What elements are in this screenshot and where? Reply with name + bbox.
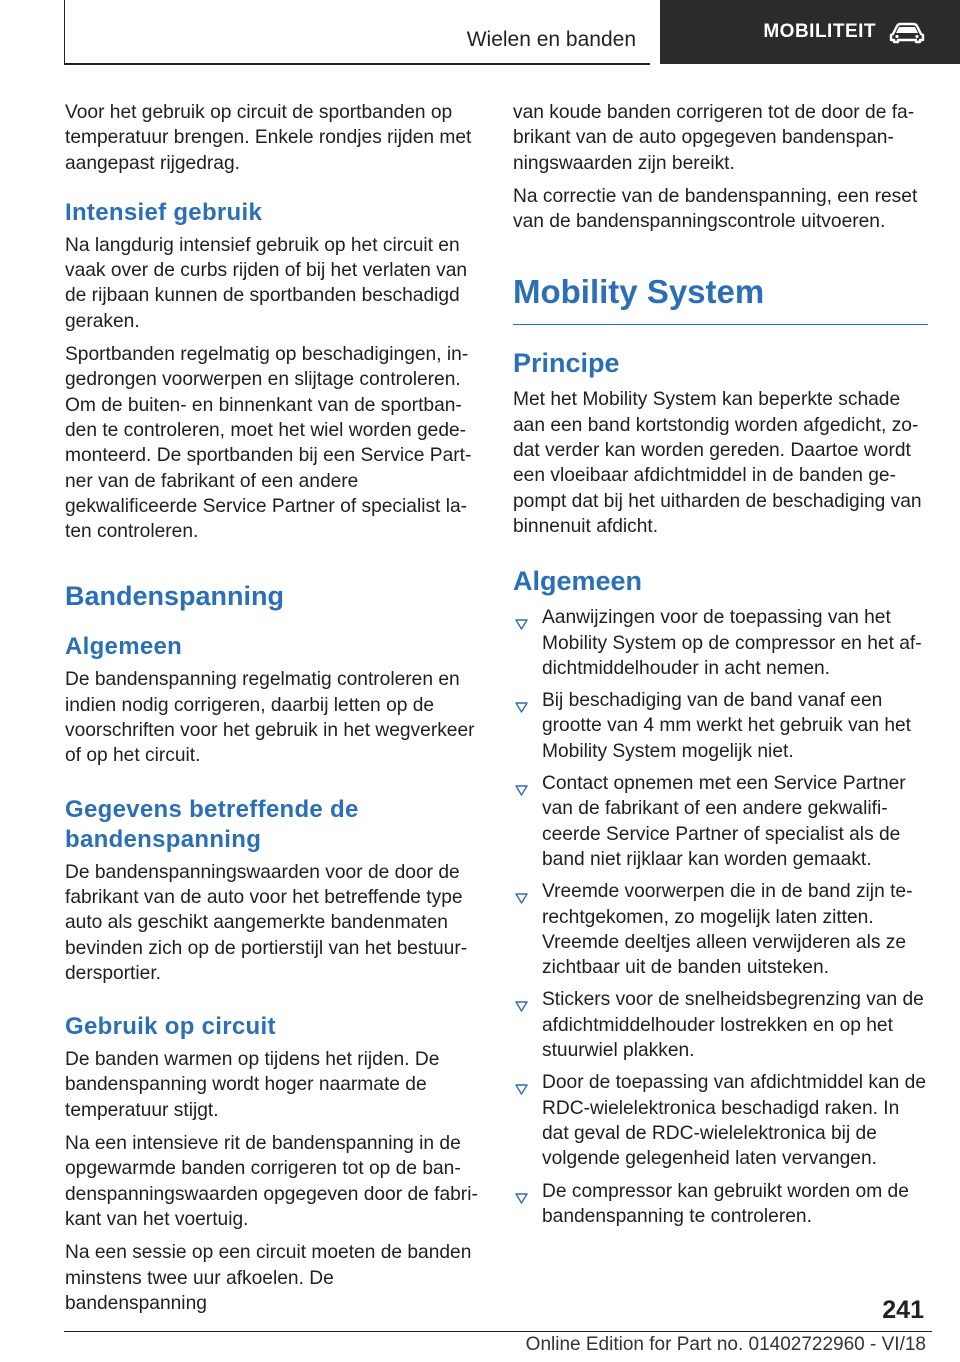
- list-item: Vreemde voorwerpen die in de band zijn terechtgekomen, zo mogelijk laten zitten. Vreemde deeltjes alleen verwijderen als ze zichtbaar uit de banden uitsteken.: [513, 879, 928, 980]
- paragraph-gegevens: De bandenspanningswaarden voor de door de fabrikant van de auto voor het betreffende type auto als geschikt aangemerkte bandenmaten bevinden zich op de portierstijl van het bestuurdersportier.: [65, 861, 468, 984]
- list-item: Aanwijzingen voor de toepassing van het Mobility System op de compressor en het afdichtmiddelhouder in acht nemen.: [513, 605, 928, 681]
- triangle-bullet-icon: [515, 886, 528, 911]
- triangle-bullet-icon: [515, 612, 528, 637]
- instruction-list: [513, 605, 928, 1229]
- heading-bandenspanning: Bandenspanning: [65, 581, 285, 612]
- car-icon: [888, 20, 926, 44]
- paragraph-reset: Na correctie van de bandenspanning, een reset van de bandenspanningscontrole uitvoeren.: [513, 185, 918, 233]
- page-number: 241: [882, 1296, 924, 1324]
- heading-principe: Principe: [513, 348, 620, 379]
- list-item: Door de toepassing van afdichtmiddel kan de RDC-wielelektronica beschadigd raken. In dat geval de RDC-wielelektronica bij de volgende gelegenheid laten vervangen.: [513, 1070, 928, 1171]
- header-chapter-tab: [660, 0, 960, 64]
- right-column: [513, 100, 928, 1236]
- heading-algemeen-right: Algemeen: [513, 566, 643, 597]
- list-item: Bij beschadiging van de band vanaf een grootte van 4 mm werkt het gebruik van het Mobility System mogelijk niet.: [513, 688, 928, 764]
- list-item: De compressor kan gebruikt worden om de bandenspanning te controleren.: [513, 1179, 928, 1230]
- header-divider-left: [64, 0, 65, 64]
- heading-gegevens-bandenspanning: Gegevens betreffende de bandenspanning: [65, 795, 359, 853]
- triangle-bullet-icon: [515, 778, 528, 803]
- heading-mobility-system: Mobility System: [513, 272, 928, 325]
- heading-intensief-gebruik: Intensief gebruik: [65, 198, 263, 226]
- intro-paragraph: Voor het gebruik op circuit de sportbanden op temperatuur brengen. Enkele rondjes rijden met aangepast rijgedrag.: [65, 102, 472, 174]
- footer-divider: [64, 1331, 932, 1332]
- heading-gebruik-op-circuit: Gebruik op circuit: [65, 1013, 276, 1041]
- paragraph-circuit-1: De banden warmen op tijdens het rijden. De bandenspanning wordt hoger naarmate de temperatuur stijgt.: [65, 1049, 440, 1121]
- paragraph-continued: van koude banden corrigeren tot de door de fabrikant van de auto opgegeven bandenspanningswaarden zijn bereikt.: [513, 102, 915, 174]
- heading-algemeen-left: Algemeen: [65, 633, 183, 661]
- triangle-bullet-icon: [515, 1186, 528, 1211]
- paragraph-algemeen-left: De bandenspanning regelmatig controleren en indien nodig corrigeren, daarbij letten op de voorschriften voor het gebruik in het wegverkeer of op het circuit.: [65, 669, 475, 767]
- triangle-bullet-icon: [515, 994, 528, 1019]
- footer-edition: Online Edition for Part no. 01402722960 - VI/18: [525, 1334, 926, 1355]
- list-item: Contact opnemen met een Service Partner van de fabrikant of een andere gekwalificeerde Service Partner of specialist als de band niet rijklaar kan worden gemaakt.: [513, 771, 928, 872]
- paragraph-principe: Met het Mobility System kan beperkte schade aan een band kortstondig worden afgedicht, zodat verder kan worden gereden. Daartoe wordt een vloeibaar afdichtmiddel in de banden gepompt dat bij het uitharden de beschadiging van binnenuit afdicht.: [513, 389, 922, 537]
- header-chapter-label: MOBILITEIT: [763, 21, 876, 42]
- header-section-title: Wielen en banden: [466, 28, 636, 51]
- left-column: [65, 100, 478, 1324]
- paragraph-circuit-3: Na een sessie op een circuit moeten de banden minstens twee uur afkoelen. De bandenspanning: [65, 1242, 472, 1314]
- list-item: Stickers voor de snelheidsbegrenzing van de afdichtmiddelhouder lostrekken en op het stuurwiel plakken.: [513, 987, 928, 1063]
- paragraph-intensief-2: Sportbanden regelmatig op beschadigingen, ingedrongen voorwerpen en slijtage controleren. Om de buiten- en binnenkant van de sportbanden te controleren, moet het wiel worden gedemonteerd. De sportbanden bij een Service Partner van de fabrikant of een andere gekwalificeerde Service Partner of specialist laten controleren.: [65, 344, 472, 543]
- header-underline: [64, 63, 650, 65]
- paragraph-intensief-1: Na langdurig intensief gebruik op het circuit en vaak over de curbs rijden of bij het verlaten van de rijbaan kunnen de sportbanden beschadigd geraken.: [65, 234, 468, 332]
- triangle-bullet-icon: [515, 1077, 528, 1102]
- triangle-bullet-icon: [515, 695, 528, 720]
- paragraph-circuit-2: Na een intensieve rit de bandenspanning in de opgewarmde banden corrigeren tot op de bandenspanningswaarden opgegeven door de fabrikant van het voertuig.: [65, 1133, 478, 1230]
